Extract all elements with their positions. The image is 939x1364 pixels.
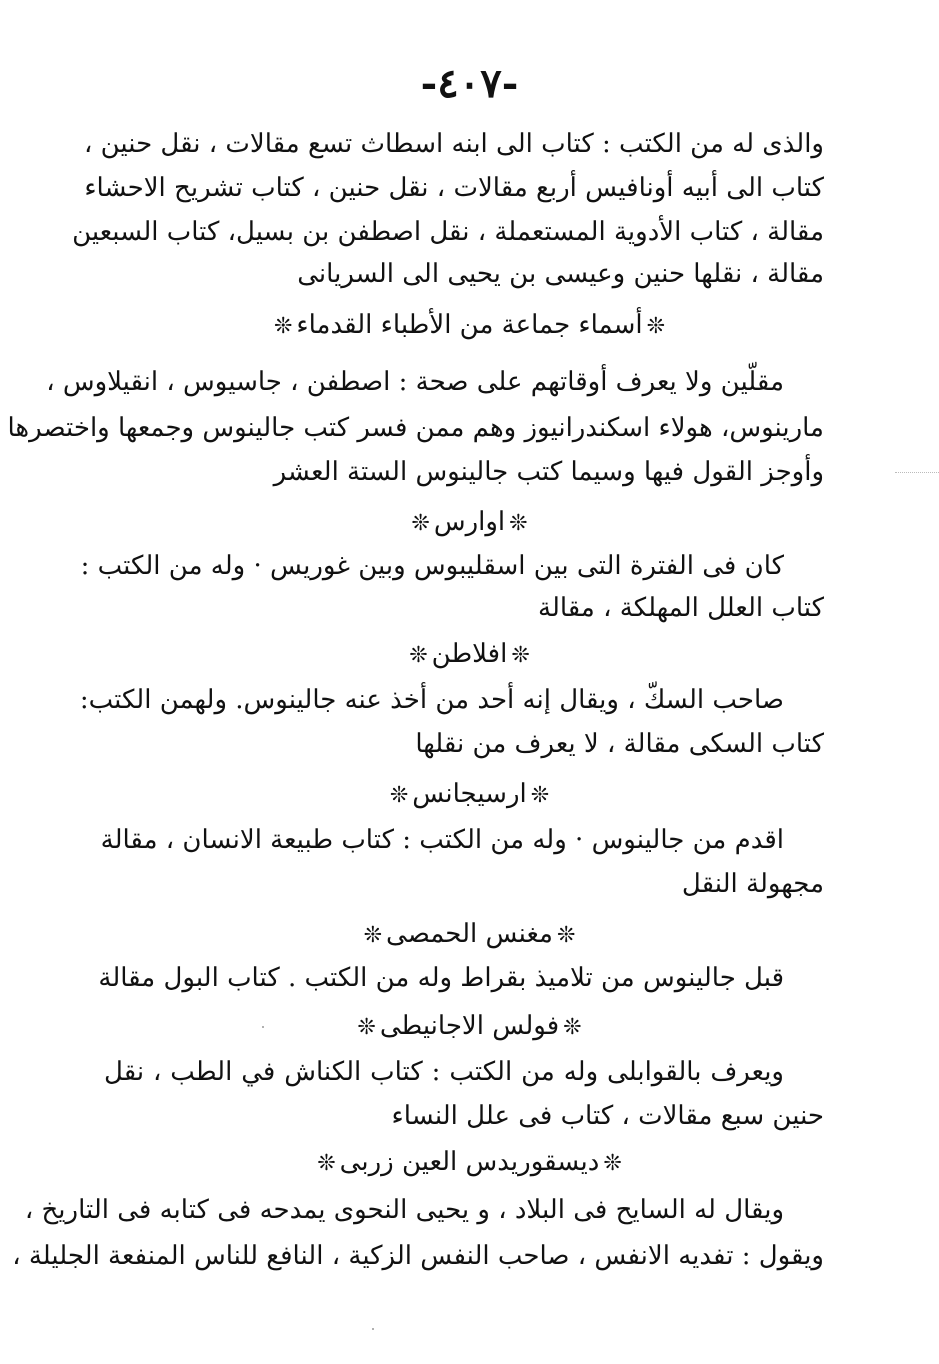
text-line: ويعرف بالقوابلى وله من الكتب : كتاب الكناش في الطب ، نقل (104, 1057, 784, 1087)
scan-artifact (895, 472, 939, 473)
heading-text: فولس الاجانيطى (379, 1011, 560, 1041)
section-heading (0, 1004, 939, 1050)
text-line: مجهولة النقل (681, 869, 824, 899)
text-line: كان فى الفترة التى بين اسقليبوس وبين غوريس · وله من الكتب : (80, 551, 784, 581)
section-heading (0, 500, 939, 546)
heading-text: افلاطن (431, 639, 508, 669)
text-line: وأوجز القول فيها وسيما كتب جالينوس الستة العشر (273, 457, 824, 487)
page-number: -٤٠٧- (420, 60, 519, 107)
text-line: ويقول : تفديه الانفس ، صاحب النفس الزكية ، النافع للناس المنفعة الجليلة ، (12, 1241, 824, 1271)
text-line: كتاب الى أبيه أونافيس أربع مقالات ، نقل حنين ، كتاب تشريح الاحشاء (84, 173, 824, 203)
ornament-icon: ❊ (363, 923, 383, 948)
heading-text: أسماء جماعة من الأطباء القدماء (296, 310, 643, 340)
ornament-icon: ❊ (317, 1151, 336, 1176)
heading-text: ديسقوريدس العين زربى (339, 1147, 600, 1177)
section-heading (0, 303, 939, 349)
text-line: حنين سبع مقالات ، كتاب فى علل النساء (391, 1101, 824, 1131)
text-line: كتاب العلل المهلكة ، مقالة (538, 593, 824, 623)
section-heading (0, 772, 939, 818)
ornament-icon: ❊ (646, 314, 666, 339)
heading-text: ارسيجانس (412, 779, 527, 809)
ornament-icon: ❊ (389, 783, 409, 808)
section-heading (0, 1140, 939, 1186)
text-line: صاحب السكّ ، ويقال إنه أحد من أخذ عنه جالينوس. ولهمن الكتب: (79, 685, 784, 715)
scan-speck (372, 1328, 374, 1330)
ornament-icon: ❊ (409, 643, 428, 668)
text-line: ويقال له السايح فى البلاد ، و يحيى النحوى يمدحه فى كتابه فى التاريخ ، (24, 1195, 784, 1225)
text-line: مقلّين ولا يعرف أوقاتهم على صحة : اصطفن ، جاسيوس ، انقيلاوس ، (46, 367, 784, 397)
text-line: والذى له من الكتب : كتاب الى ابنه اسطاث تسع مقالات ، نقل حنين ، (83, 129, 824, 159)
text-line: مقالة ، نقلها حنين وعيسى بن يحيى الى السريانى (297, 259, 824, 289)
ornament-icon: ❊ (563, 1015, 582, 1040)
text-line: كتاب السكى مقالة ، لا يعرف من نقلها (415, 729, 824, 759)
ornament-icon: ❊ (411, 511, 430, 536)
text-line: مارينوس، هولاء اسكندرانيوز وهم ممن فسر كتب جالينوس وجمعها واختصرها (7, 413, 824, 443)
scan-speck (262, 1026, 264, 1028)
text-line: قبل جالينوس من تلاميذ بقراط وله من الكتب . كتاب البول مقالة (98, 963, 784, 993)
heading-text: مغنس الحمصى (386, 919, 553, 949)
text-line: مقالة ، كتاب الأدوية المستعملة ، نقل اصطفن بن بسيل، كتاب السبعين (72, 217, 824, 247)
section-heading (0, 632, 939, 678)
heading-text: اوارس (433, 507, 506, 537)
text-line: اقدم من جالينوس · وله من الكتب : كتاب طبيعة الانسان ، مقالة (100, 825, 784, 855)
ornament-icon: ❊ (273, 314, 293, 339)
ornament-icon: ❊ (357, 1015, 376, 1040)
ornament-icon: ❊ (509, 511, 528, 536)
ornament-icon: ❊ (511, 643, 530, 668)
ornament-icon: ❊ (530, 783, 550, 808)
section-heading (0, 912, 939, 958)
ornament-icon: ❊ (556, 923, 576, 948)
ornament-icon: ❊ (603, 1151, 622, 1176)
